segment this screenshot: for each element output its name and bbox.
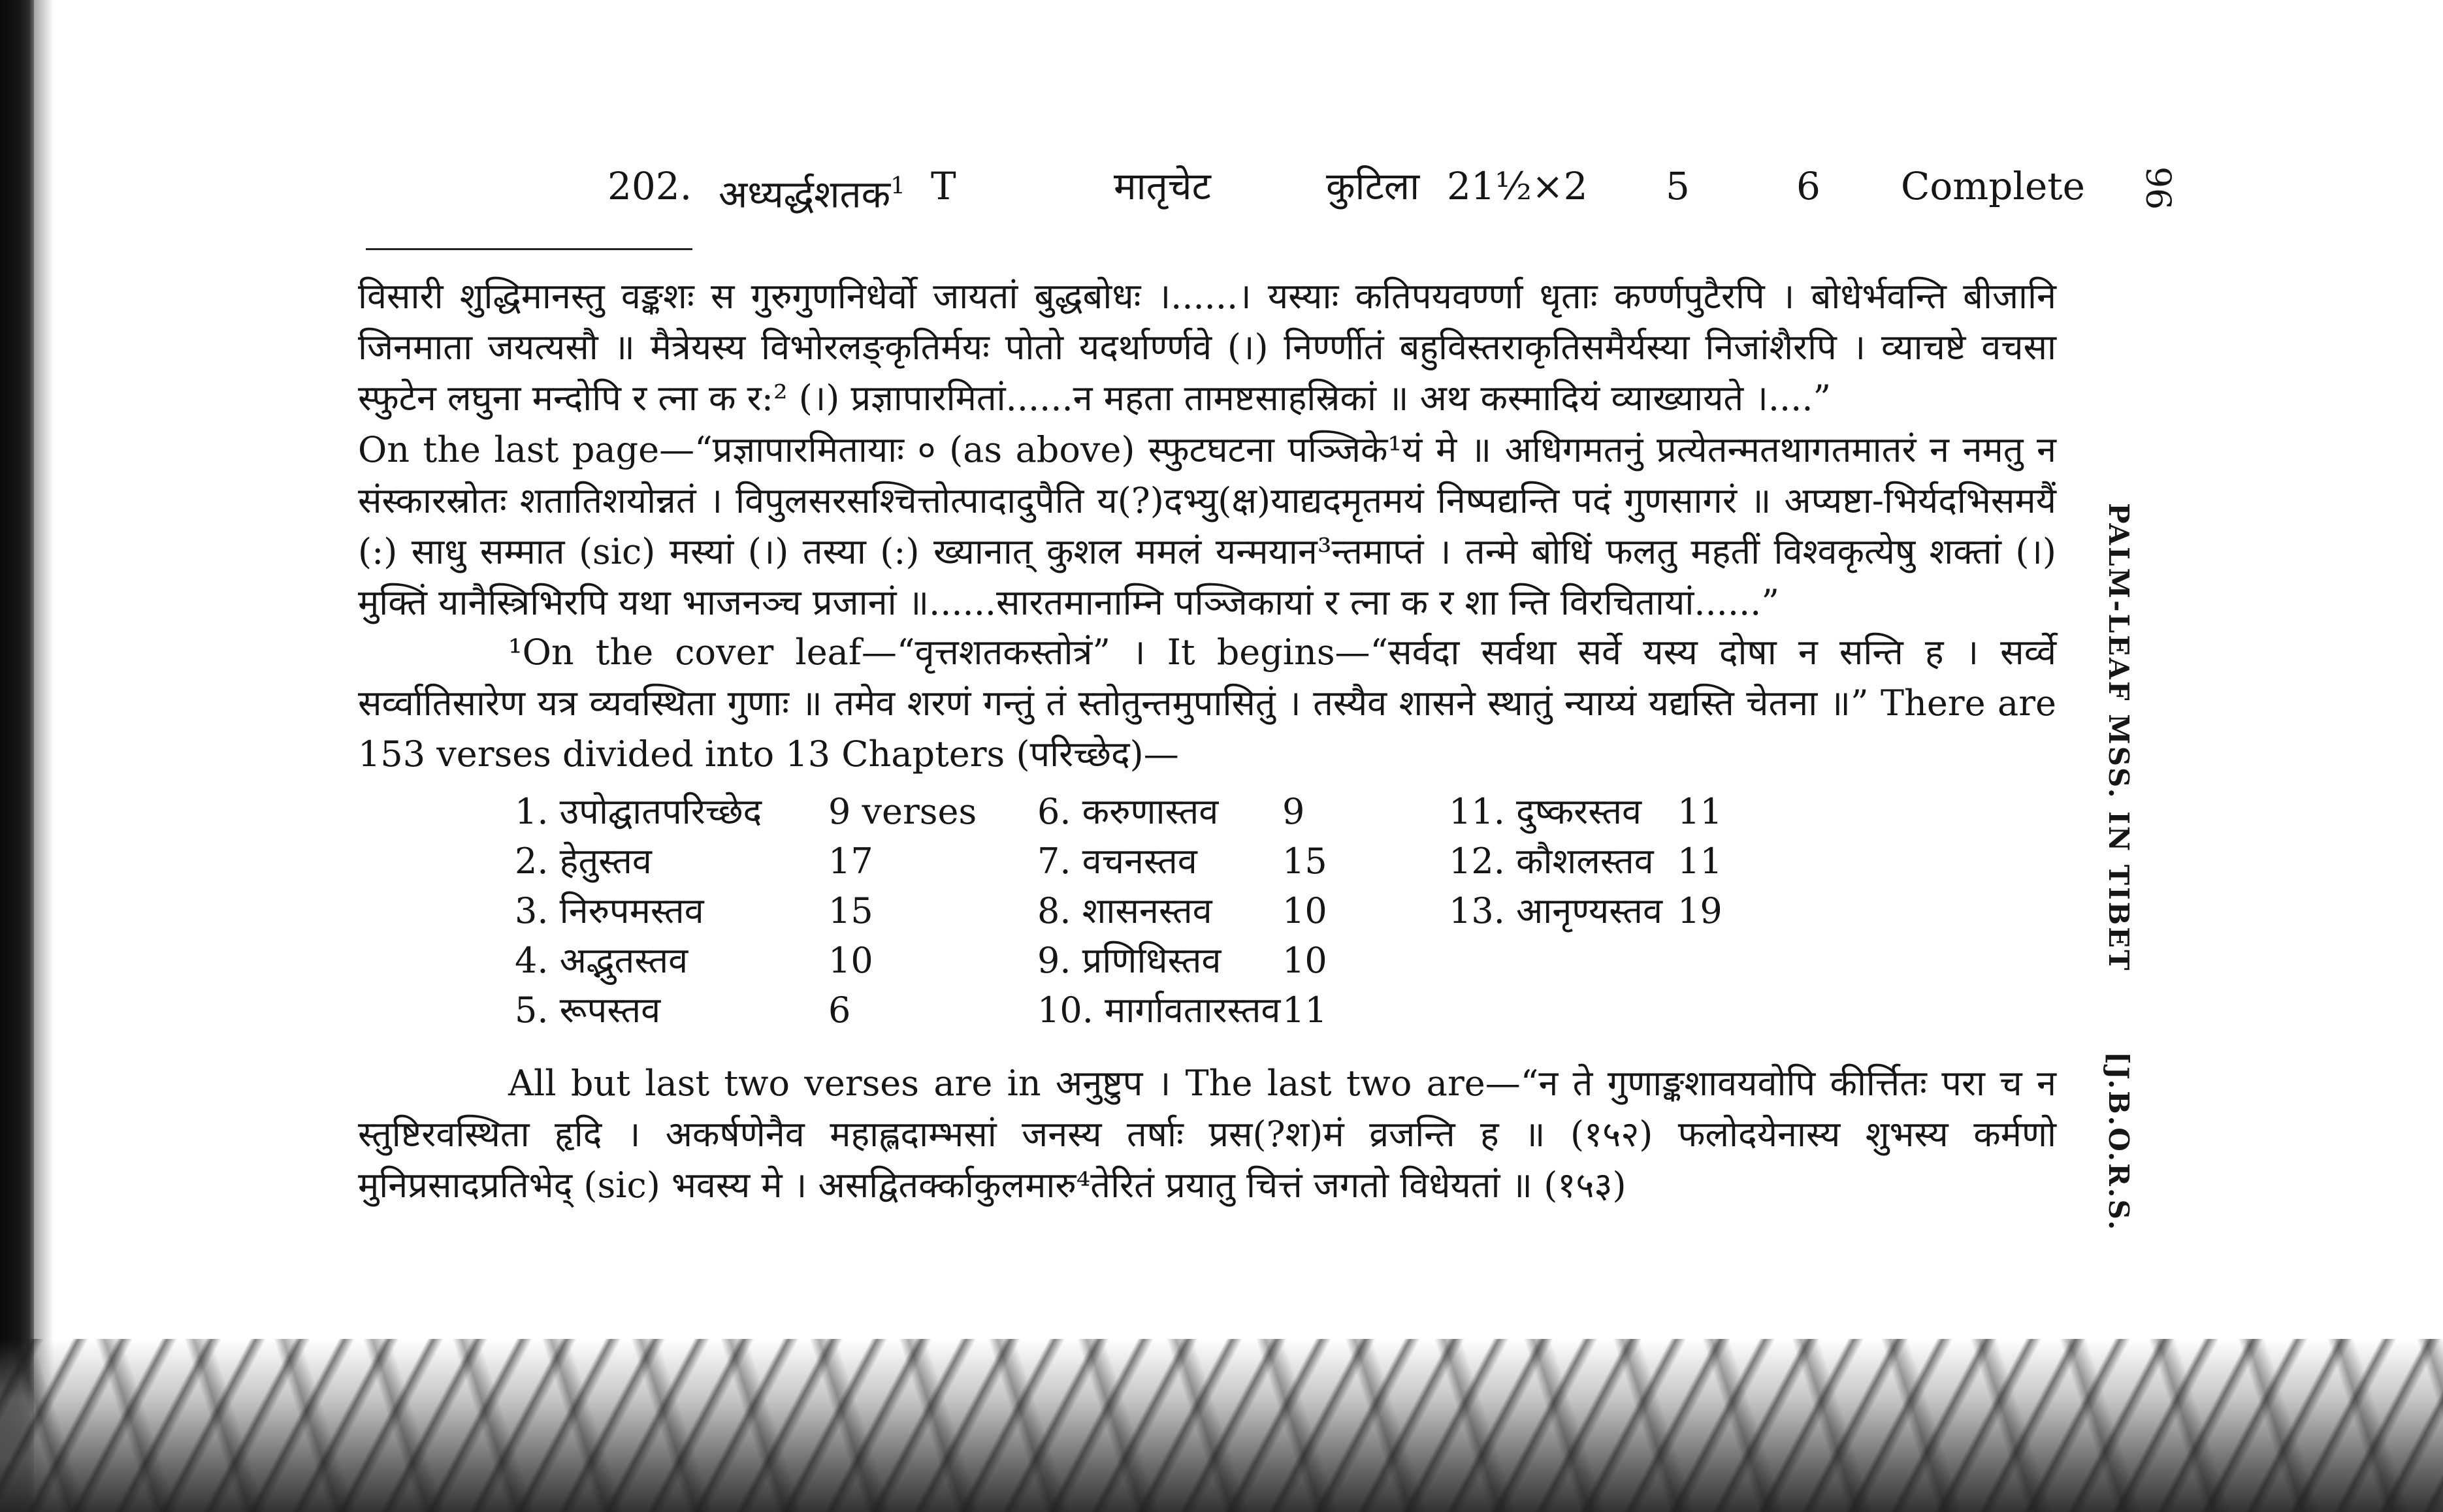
- chapter-name: 2. हेतुस्तव: [515, 841, 652, 882]
- chapter-verses: 19: [1677, 890, 1723, 931]
- chapter-verses: 15: [1282, 841, 1327, 882]
- chapter-row: [515, 986, 1756, 1035]
- spine-edge-shadow: [34, 0, 54, 1512]
- chapter-name: 10. मार्गावतारस्तव: [1037, 989, 1281, 1031]
- chapter-name: 7. वचनस्तव: [1037, 841, 1197, 882]
- column-six: 6: [1796, 164, 1820, 208]
- chapter-name: 1. उपोद्घातपरिच्छेद: [515, 791, 762, 832]
- paragraph-opening-verses: विसारी शुद्धिमानस्तु वङ्कशः स गुरुगुणनिधेर्वो जायतां बुद्धबोधः ।......। यस्याः कतिपयवर्ण्णा धृताः कर्ण्णपुटैरपि । बोधेर्भवन्ति बीजानि जिनमाता जयत्यसौ ॥ मैत्रेयस्य विभोरलङ्कृतिर्मयः पोतो यदर्थार्ण्णवे (।) निर्ण्णीतं बहुविस्तराकृतिसमैर्यस्या निजांशैरपि । व्याचष्टे वचसा स्फुटेन लघुना मन्दोपि र त्ना क र:² (।) प्रज्ञापारमितां......न महता तामष्टसाहस्रिकां ॥ अथ कस्मादियं व्याख्यायते ।....”: [358, 276, 2056, 419]
- chapter-verses: 6: [828, 989, 851, 1031]
- chapter-name: 12. कौशलस्तव: [1449, 841, 1654, 882]
- chapter-name: 11. दुष्करस्तव: [1449, 791, 1642, 832]
- entry-title: अध्यर्द्धशतक$^1$: [719, 172, 906, 217]
- paragraph-cover-leaf: ¹On the cover leaf—“वृत्तशतकस्तोत्रं” । It begins—“सर्वदा सर्वथा सर्वे यस्य दोषा न सन्ति ह । सर्व्वे सर्व्वातिसारेण यत्र व्यवस्थिता गुणाः ॥ तमेव शरणं गन्तुं तं स्तोतुन्तमुपासितुं । तस्यैव शासने स्थातुं न्याय्यं यद्यस्ति चेतना ॥” There are 153 verses divided into 13 Chapters (परिच्छेद)—: [358, 632, 2056, 775]
- chapter-name: 3. निरुपमस्तव: [515, 890, 704, 931]
- running-head-journal: [J.B.O.R.S.: [2103, 1052, 2135, 1232]
- author: मातृचेट: [1114, 164, 1211, 208]
- book-spine-shadow: [0, 0, 34, 1512]
- chapter-row: [515, 787, 1756, 837]
- script-type: कुटिला: [1326, 164, 1420, 208]
- chapter-list: [515, 787, 1756, 1035]
- chapter-verses: 15: [828, 890, 873, 931]
- paragraph-last-two-verses: All but last two verses are in अनुष्टुप । The last two are—“न ते गुणाङ्कशावयवोपि कीर्त्तितः परा च न स्तुष्टिरवस्थिता हृदि । अकर्षणेनैव महाह्लदाम्भसां जनस्य तर्षाः प्रस(?श)मं व्रजन्ति ह ॥ (१५२) फलोदयेनास्य शुभस्य कर्मणो मुनिप्रसादप्रतिभेद् (sic) भवस्य मे । असद्वितर्क्काकुलमारु⁴तेरितं प्रयातु चित्तं जगतो विधेयतां ॥ (१५३): [358, 1063, 2056, 1206]
- chapter-row: [515, 886, 1756, 936]
- chapter-name: 8. शासनस्तव: [1037, 890, 1212, 931]
- chapter-verses: 11: [1677, 841, 1723, 882]
- entry-status: Complete: [1901, 164, 2085, 208]
- chapter-name: 4. अद्भुतस्तव: [515, 940, 688, 981]
- leaf-size: 21½×2: [1447, 164, 1588, 208]
- scan-shadow-bottom: [0, 1339, 2443, 1512]
- chapter-name: 13. आनृण्यस्तव: [1449, 890, 1662, 931]
- chapter-verses: 10: [828, 940, 873, 981]
- chapter-verses: 9: [1282, 791, 1305, 832]
- paragraph-last-page: On the last page—“प्रज्ञापारमितायाः ० (as above) स्फुटघटना पञ्जिके¹यं मे ॥ अधिगमतनुं प्रत्येतन्मतथागतमातरं न नमतु न संस्कारस्रोतः शतातिशयोन्नतं । विपुलसरसश्चित्तोत्पादादुपैति य(?)दभ्यु(क्ष)याद्यदमृतमयं निष्पद्यन्ति पदं गुणसागरं ॥ अप्यष्टा-भिर्यदभिसमयैं (:) साधु सम्मात (sic) मस्यां (।) तस्या (:) ख्यानात् कुशल ममलं यन्मयान³न्तमाप्तं । तन्मे बोधिं फलतु महतीं विश्वकृत्येषु शक्तां (।) मुक्तिं यानैस्त्रिभिरपि यथा भाजनञ्च प्रजानां ॥......सारतमानाम्नि पञ्जिकायां र त्ना क र शा न्ति विरचितायां......”: [358, 429, 2056, 623]
- chapter-row: [515, 837, 1756, 886]
- chapter-verses: 10: [1282, 940, 1327, 981]
- running-head-title: PALM-LEAF MSS. IN TIBET: [2103, 503, 2135, 973]
- chapter-verses: 11: [1677, 791, 1723, 832]
- entry-number: 202.: [607, 164, 692, 208]
- separator-rule: [366, 248, 692, 250]
- chapter-verses: 10: [1282, 890, 1327, 931]
- chapter-verses: 17: [828, 841, 873, 882]
- column-five: 5: [1666, 164, 1690, 208]
- title-footnote-mark: 1: [890, 172, 906, 199]
- chapter-name: 6. करुणास्तव: [1037, 791, 1219, 832]
- page-number: 96: [2138, 166, 2178, 210]
- chapter-name: 5. रूपस्तव: [515, 989, 661, 1031]
- chapter-verses: 9 verses: [828, 791, 977, 832]
- chapter-verses: 11: [1282, 989, 1327, 1031]
- script-mark: T: [931, 164, 956, 208]
- chapter-name: 9. प्रणिधिस्तव: [1037, 940, 1222, 981]
- catalogue-entry-header: [607, 157, 2169, 216]
- chapter-row: [515, 936, 1756, 986]
